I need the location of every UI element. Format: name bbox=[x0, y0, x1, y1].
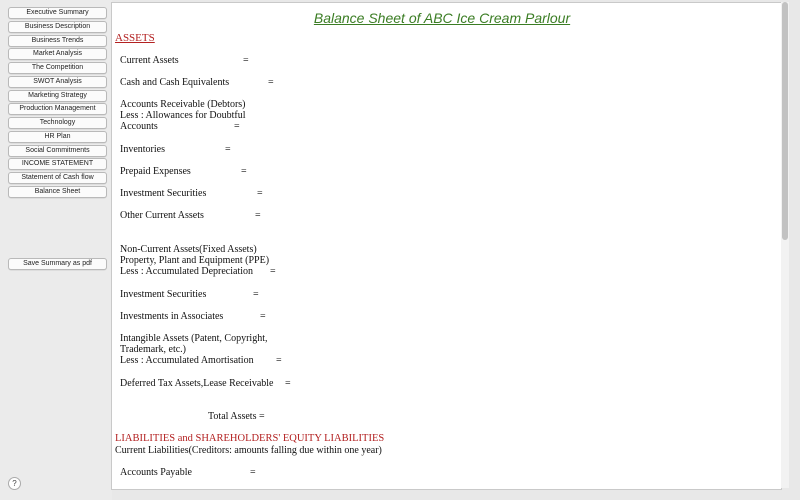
sidebar bbox=[0, 0, 112, 500]
sidebar-item-business-trends[interactable]: Business Trends bbox=[8, 35, 107, 47]
equals-sign: = bbox=[234, 121, 240, 132]
noncurrent-line-1: Non-Current Assets(Fixed Assets) bbox=[120, 244, 257, 255]
save-summary-pdf-button[interactable]: Save Summary as pdf bbox=[8, 258, 107, 270]
noncurrent-line-2: Property, Plant and Equipment (PPE) bbox=[120, 255, 270, 266]
equals-sign: = bbox=[270, 266, 276, 277]
equals-sign: = bbox=[268, 77, 274, 88]
sidebar-item-executive-summary[interactable]: Executive Summary bbox=[8, 7, 107, 19]
equals-sign: = bbox=[255, 210, 261, 221]
sidebar-item-production-management[interactable]: Production Management bbox=[8, 103, 107, 115]
sidebar-item-income-statement[interactable]: INCOME STATEMENT bbox=[8, 158, 107, 170]
other-current-assets-label: Other Current Assets bbox=[120, 210, 204, 221]
investment-securities-2-label: Investment Securities bbox=[120, 289, 207, 300]
equals-sign: = bbox=[243, 55, 249, 66]
balance-sheet-document[interactable] bbox=[111, 2, 782, 490]
receivable-line-3: Accounts bbox=[120, 121, 158, 132]
sidebar-item-statement-of-cash-flow[interactable]: Statement of Cash flow bbox=[8, 172, 107, 184]
sidebar-item-hr-plan[interactable]: HR Plan bbox=[8, 131, 107, 143]
prepaid-label: Prepaid Expenses bbox=[120, 166, 191, 177]
sidebar-item-business-description[interactable]: Business Description bbox=[8, 21, 107, 33]
investments-associates-label: Investments in Associates bbox=[120, 311, 224, 322]
current-liabilities-label: Current Liabilities(Creditors: amounts falling due within one year) bbox=[115, 445, 382, 456]
sidebar-item-marketing-strategy[interactable]: Marketing Strategy bbox=[8, 90, 107, 102]
equals-sign: = bbox=[241, 166, 247, 177]
sidebar-item-the-competition[interactable]: The Competition bbox=[8, 62, 107, 74]
total-assets-label: Total Assets = bbox=[208, 411, 265, 422]
cash-label: Cash and Cash Equivalents bbox=[120, 77, 230, 88]
help-button[interactable]: ? bbox=[8, 477, 21, 490]
noncurrent-line-3: Less : Accumulated Depreciation bbox=[120, 266, 254, 277]
intangible-line-1: Intangible Assets (Patent, Copyright, bbox=[120, 333, 268, 344]
equals-sign: = bbox=[276, 355, 282, 366]
sidebar-item-balance-sheet[interactable]: Balance Sheet bbox=[8, 186, 107, 198]
receivable-line-2: Less : Allowances for Doubtful bbox=[120, 110, 246, 121]
equals-sign: = bbox=[285, 378, 291, 389]
equals-sign: = bbox=[225, 144, 231, 155]
sidebar-item-market-analysis[interactable]: Market Analysis bbox=[8, 48, 107, 60]
equals-sign: = bbox=[260, 311, 266, 322]
investment-securities-label: Investment Securities bbox=[120, 188, 207, 199]
accounts-payable-label: Accounts Payable bbox=[120, 467, 192, 478]
document-title: Balance Sheet of ABC Ice Cream Parlour bbox=[313, 10, 571, 26]
vertical-scrollbar[interactable] bbox=[781, 2, 789, 488]
scrollbar-thumb[interactable] bbox=[782, 2, 788, 240]
sidebar-item-technology[interactable]: Technology bbox=[8, 117, 107, 129]
inventories-label: Inventories bbox=[120, 144, 165, 155]
sidebar-item-swot-analysis[interactable]: SWOT Analysis bbox=[8, 76, 107, 88]
current-assets-label: Current Assets bbox=[120, 55, 179, 66]
deferred-tax-label: Deferred Tax Assets,Lease Receivable bbox=[120, 378, 274, 389]
intangible-line-3: Less : Accumulated Amortisation bbox=[120, 355, 254, 366]
equals-sign: = bbox=[253, 289, 259, 300]
sidebar-item-social-commitments[interactable]: Social Commitments bbox=[8, 145, 107, 157]
liabilities-heading: LIABILITIES and SHAREHOLDERS' EQUITY LIABILITIES bbox=[115, 433, 385, 444]
equals-sign: = bbox=[250, 467, 256, 478]
intangible-line-2: Trademark, etc.) bbox=[120, 344, 186, 355]
receivable-line-1: Accounts Receivable (Debtors) bbox=[120, 99, 246, 110]
equals-sign: = bbox=[257, 188, 263, 199]
assets-heading: ASSETS bbox=[115, 32, 155, 44]
